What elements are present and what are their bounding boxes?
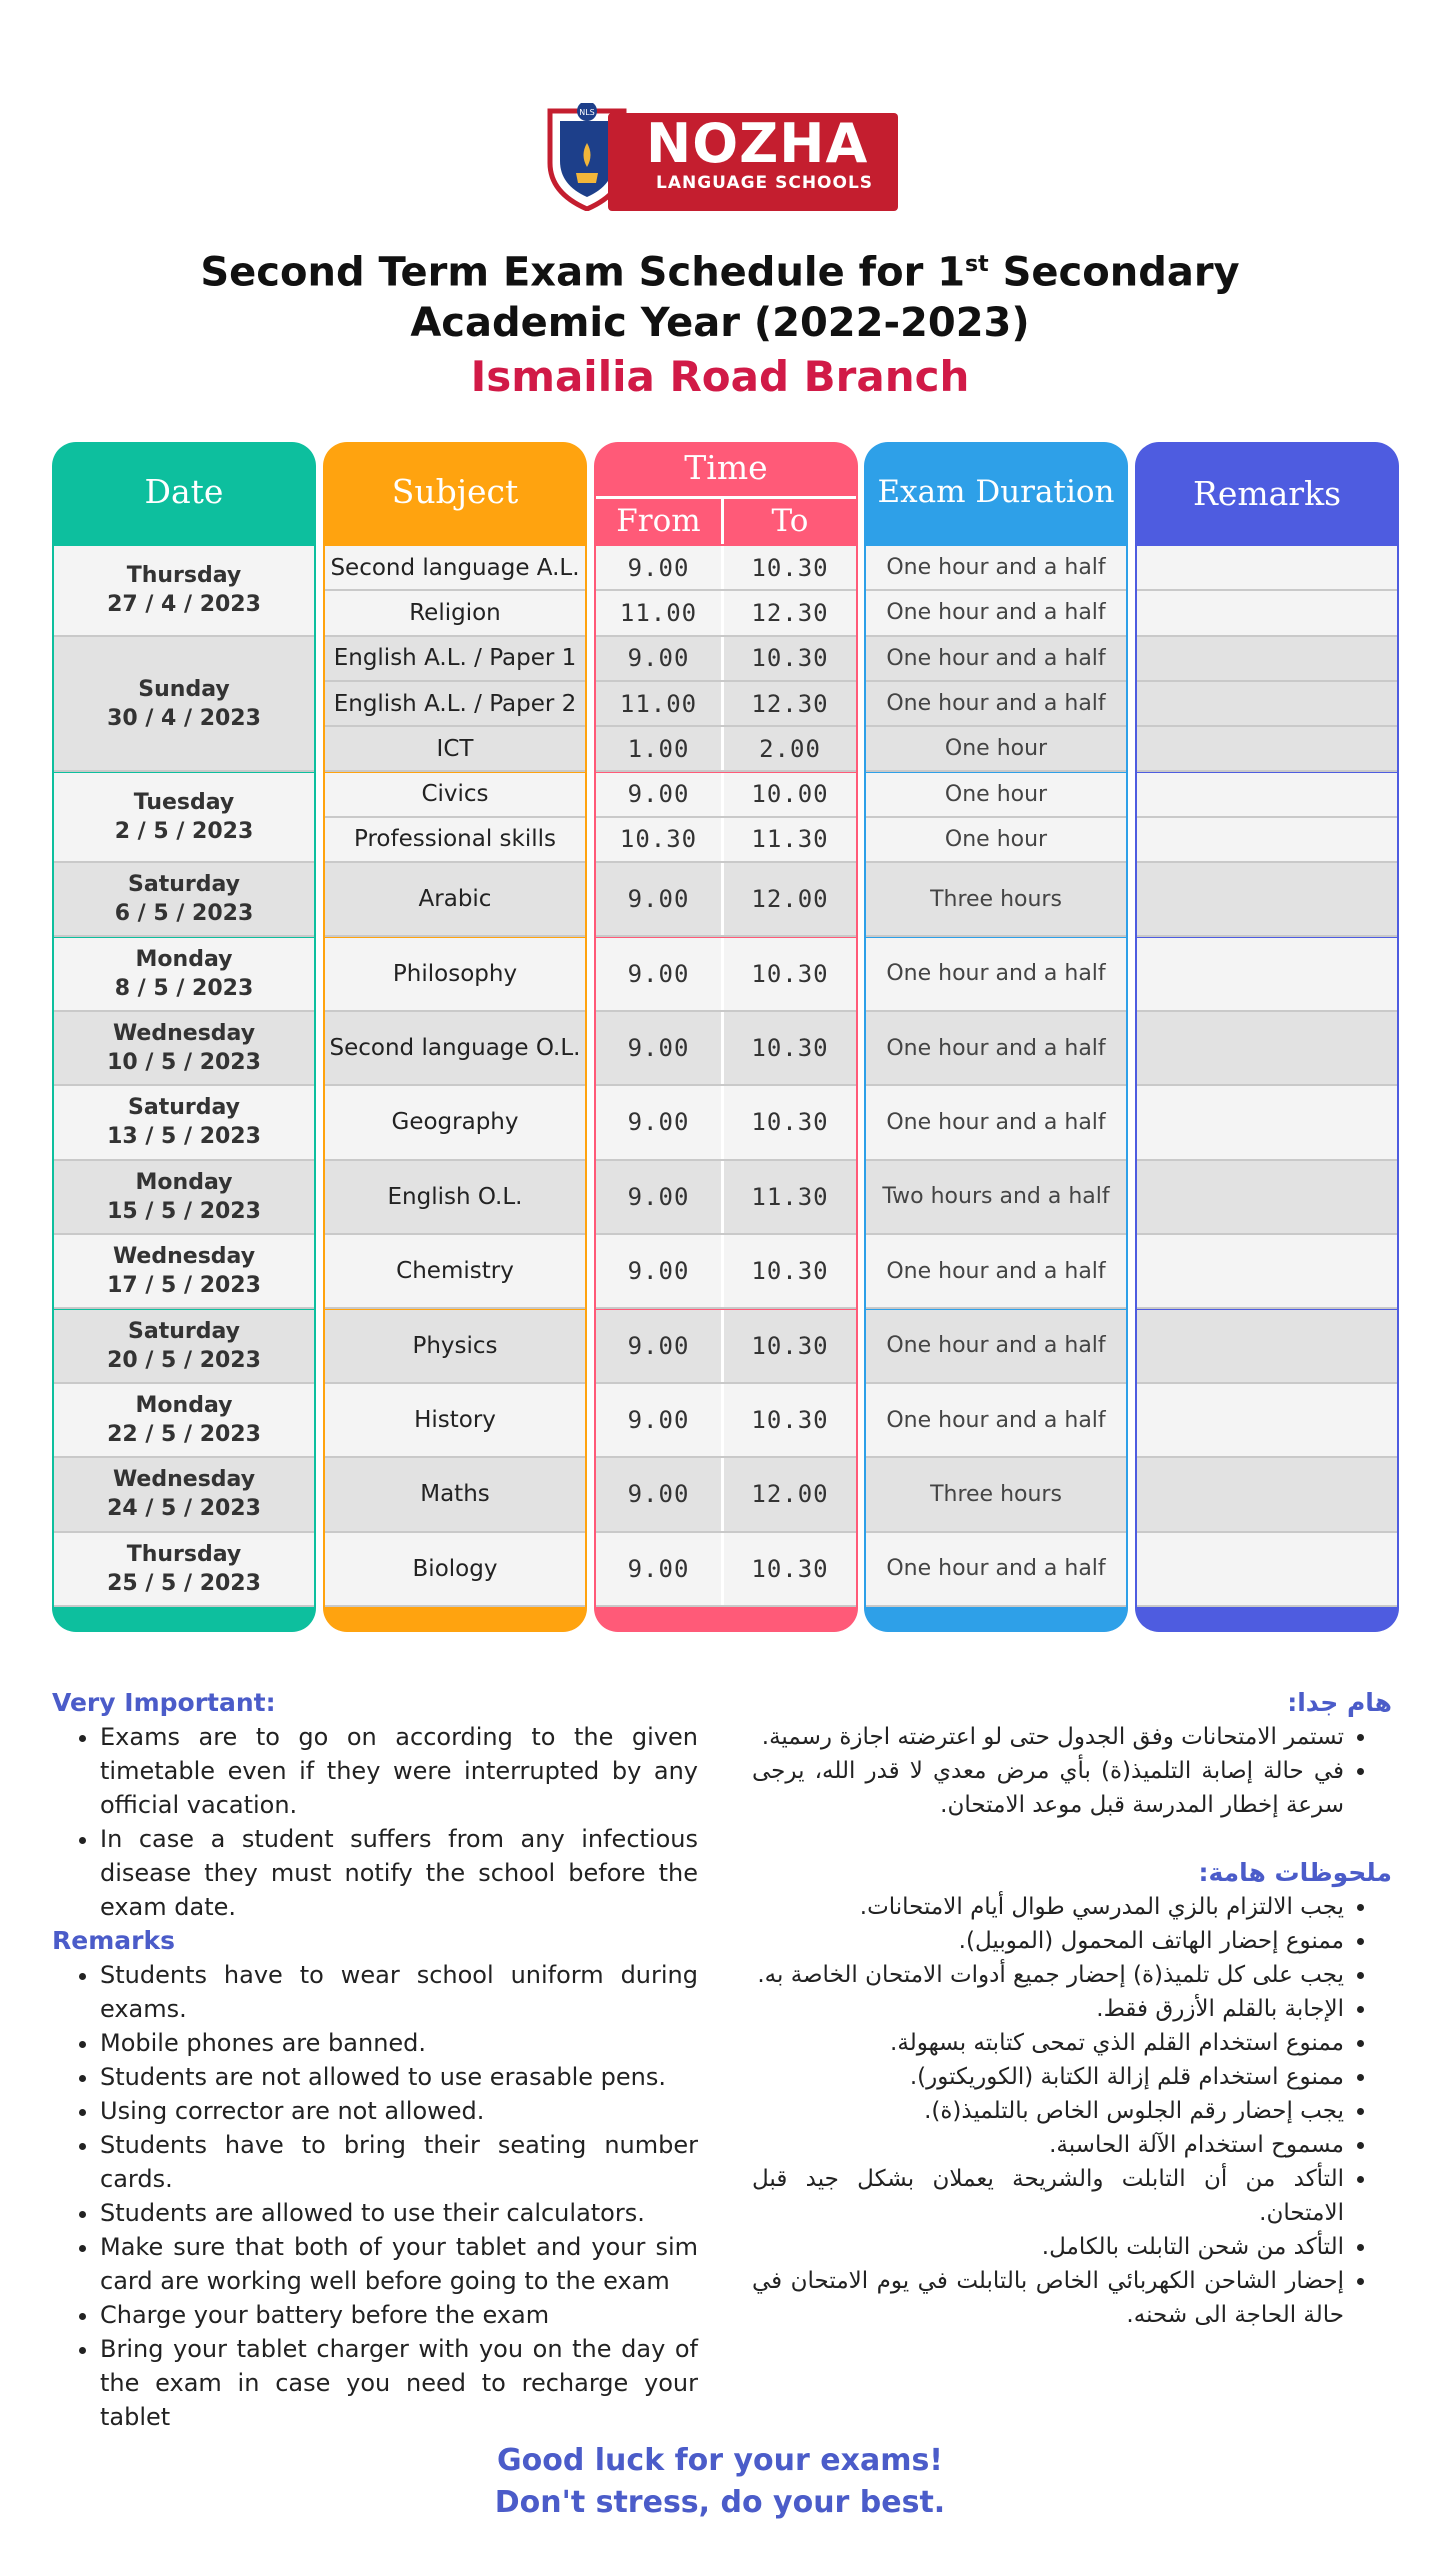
remarks-cell — [1137, 682, 1397, 727]
duration-cell: One hour and a half — [866, 1235, 1126, 1309]
page-title-line1: Second Term Exam Schedule for 1st Secondary — [200, 249, 1240, 296]
remarks-cell — [1137, 1384, 1397, 1458]
notes-arabic — [752, 1686, 1392, 2332]
duration-cell: One hour — [866, 727, 1126, 772]
from-time: 9.00 — [596, 1161, 724, 1233]
date-cell: Monday 22 / 5 / 2023 — [54, 1384, 314, 1458]
time-column-footer — [594, 1604, 858, 1632]
remarks-cell — [1137, 863, 1397, 937]
duration-cell: One hour and a half — [866, 591, 1126, 636]
remarks-cell — [1137, 727, 1397, 772]
date-cell: Monday 15 / 5 / 2023 — [54, 1161, 314, 1235]
duration-column-footer — [864, 1604, 1128, 1632]
subject-cell: Second language O.L. — [325, 1012, 585, 1086]
duration-cell: One hour and a half — [866, 637, 1126, 682]
time-cell — [596, 773, 856, 818]
date-cell: Thursday 25 / 5 / 2023 — [54, 1533, 314, 1607]
date-cell: Wednesday 10 / 5 / 2023 — [54, 1012, 314, 1086]
duration-cell: Three hours — [866, 1458, 1126, 1532]
remarks-column-body — [1137, 546, 1397, 1604]
important-title-ar: هام جدا: — [1287, 1688, 1392, 1717]
school-logo — [546, 103, 898, 211]
list-item: • Students are allowed to use their calculators. — [100, 2196, 698, 2230]
list-item: • يجب إحضار رقم الجلوس الخاص بالتلميذ(ة). — [752, 2094, 1344, 2128]
duration-column — [864, 442, 1128, 1632]
logo-brand: NOZHA — [646, 112, 869, 175]
from-time: 11.00 — [596, 591, 724, 634]
to-time: 11.30 — [751, 1182, 829, 1211]
remarks-cell — [1137, 1235, 1397, 1309]
remarks-cell — [1137, 637, 1397, 682]
subject-cell: Biology — [325, 1533, 585, 1607]
list-item: • Using corrector are not allowed. — [100, 2094, 698, 2128]
to-time: 11.30 — [751, 825, 829, 854]
from-time: 9.00 — [596, 1533, 724, 1605]
time-column-body — [596, 546, 856, 1604]
time-cell — [596, 682, 856, 727]
time-cell — [596, 727, 856, 772]
time-cell — [596, 591, 856, 636]
remarks-cell — [1137, 1161, 1397, 1235]
encouragement-message: Don't stress, do your best. — [494, 2485, 946, 2520]
subject-column — [323, 442, 587, 1632]
from-time: 9.00 — [596, 1310, 724, 1382]
duration-cell: One hour and a half — [866, 1533, 1126, 1607]
subject-cell: English A.L. / Paper 1 — [325, 637, 585, 682]
subject-cell: Arabic — [325, 863, 585, 937]
subject-cell: Maths — [325, 1458, 585, 1532]
duration-cell: One hour and a half — [866, 1086, 1126, 1160]
from-header: From — [596, 496, 724, 544]
subject-cell: Physics — [325, 1310, 585, 1384]
list-item: • يجب الالتزام بالزي المدرسي طوال أيام الامتحانات. — [752, 1890, 1344, 1924]
time-cell — [596, 1161, 856, 1235]
subject-cell: Second language A.L. — [325, 546, 585, 591]
list-item: • Exams are to go on according to the given timetable even if they were interrupted by any official vacation. — [100, 1720, 698, 1822]
subject-cell: English A.L. / Paper 2 — [325, 682, 585, 727]
date-cell: Monday 8 / 5 / 2023 — [54, 938, 314, 1012]
list-item: • إحضار الشاحن الكهربائي الخاص بالتابلت في يوم الامتحان في حالة الحاجة الى شحنه. — [752, 2264, 1344, 2332]
subject-cell: Chemistry — [325, 1235, 585, 1309]
time-cell — [596, 1086, 856, 1160]
to-time: 10.30 — [751, 1331, 829, 1360]
subject-cell: English O.L. — [325, 1161, 585, 1235]
from-time: 9.00 — [596, 546, 724, 589]
remarks-header: Remarks — [1192, 474, 1342, 513]
time-column — [594, 442, 858, 1632]
to-time: 10.30 — [751, 1554, 829, 1583]
list-item: • Students have to wear school uniform during exams. — [100, 1958, 698, 2026]
time-cell — [596, 1384, 856, 1458]
list-item: • تستمر الامتحانات وفق الجدول حتى لو اعترضته اجازة رسمية. — [752, 1720, 1344, 1754]
list-item: • في حالة إصابة التلميذ(ة) بأي مرض معدي لا قدر الله، يرجى سرعة إخطار المدرسة قبل موعد الامتحان. — [752, 1754, 1344, 1822]
list-item: • Make sure that both of your tablet and your sim card are working well before going to the exam — [100, 2230, 698, 2298]
subject-cell: ICT — [325, 727, 585, 772]
list-item: • ممنوع استخدام القلم الذي تمحى كتابته بسهولة. — [752, 2026, 1344, 2060]
date-cell: Thursday 27 / 4 / 2023 — [54, 546, 314, 637]
list-item: • Charge your battery before the exam — [100, 2298, 698, 2332]
subject-cell: History — [325, 1384, 585, 1458]
date-column-body — [54, 546, 314, 1604]
date-cell: Tuesday 2 / 5 / 2023 — [54, 773, 314, 864]
list-item: • الإجابة بالقلم الأزرق فقط. — [752, 1992, 1344, 2026]
from-time: 9.00 — [596, 1235, 724, 1307]
from-time: 9.00 — [596, 1384, 724, 1456]
from-time: 9.00 — [596, 1458, 724, 1530]
remarks-cell — [1137, 1458, 1397, 1532]
time-cell — [596, 818, 856, 863]
svg-text:NLS: NLS — [579, 108, 595, 117]
remarks-list — [52, 1958, 698, 2434]
to-time: 10.00 — [751, 780, 829, 809]
to-time: 12.30 — [751, 689, 829, 718]
list-item: • ممنوع إحضار الهاتف المحمول (الموبيل). — [752, 1924, 1344, 1958]
remarks-cell — [1137, 773, 1397, 818]
subject-cell: Religion — [325, 591, 585, 636]
remarks-column — [1135, 442, 1399, 1632]
time-cell — [596, 1310, 856, 1384]
remarks-cell — [1137, 1012, 1397, 1086]
from-time: 9.00 — [596, 938, 724, 1010]
to-time: 10.30 — [751, 1406, 829, 1435]
date-column — [52, 442, 316, 1632]
to-time: 12.00 — [751, 885, 829, 914]
branch-name: Ismailia Road Branch — [470, 352, 970, 401]
list-item: • In case a student suffers from any infectious disease they must notify the school before the exam date. — [100, 1822, 698, 1924]
time-cell — [596, 1533, 856, 1607]
remarks-cell — [1137, 1086, 1397, 1160]
list-item: • مسموح استخدام الآلة الحاسبة. — [752, 2128, 1344, 2162]
remarks-title-ar: ملحوظات هامة: — [1198, 1858, 1392, 1887]
important-list — [52, 1720, 698, 1924]
remarks-cell — [1137, 546, 1397, 591]
remarks-cell — [1137, 1533, 1397, 1607]
subject-cell: Civics — [325, 773, 585, 818]
logo-subtitle: LANGUAGE SCHOOLS — [656, 173, 874, 193]
date-cell: Saturday 20 / 5 / 2023 — [54, 1310, 314, 1384]
duration-cell: One hour and a half — [866, 546, 1126, 591]
duration-cell: One hour and a half — [866, 682, 1126, 727]
from-time: 11.00 — [596, 682, 724, 725]
time-subheaders — [596, 496, 856, 544]
duration-cell: Two hours and a half — [866, 1161, 1126, 1235]
time-cell — [596, 863, 856, 937]
important-title: Very Important: — [52, 1688, 276, 1717]
subject-column-footer — [323, 1604, 587, 1632]
from-time: 9.00 — [596, 1086, 724, 1158]
important-list-ar — [752, 1720, 1392, 1822]
to-header: To — [724, 496, 856, 544]
remarks-title: Remarks — [52, 1926, 175, 1955]
from-time: 10.30 — [596, 818, 724, 861]
subject-cell: Geography — [325, 1086, 585, 1160]
to-time: 12.30 — [751, 598, 829, 627]
notes-english — [52, 1686, 698, 2434]
from-time: 9.00 — [596, 1012, 724, 1084]
time-cell — [596, 938, 856, 1012]
date-cell: Wednesday 24 / 5 / 2023 — [54, 1458, 314, 1532]
to-time: 10.30 — [751, 644, 829, 673]
remarks-column-footer — [1135, 1604, 1399, 1632]
date-header: Date — [144, 472, 224, 511]
subject-column-body — [325, 546, 585, 1604]
list-item: • ممنوع استخدام قلم إزالة الكتابة (الكوريكتور). — [752, 2060, 1344, 2094]
subject-cell: Professional skills — [325, 818, 585, 863]
date-cell: Sunday 30 / 4 / 2023 — [54, 637, 314, 773]
page-title-line2: Academic Year (2022-2023) — [410, 300, 1030, 346]
remarks-cell — [1137, 818, 1397, 863]
subject-header: Subject — [391, 472, 519, 511]
duration-cell: One hour and a half — [866, 1384, 1126, 1458]
to-time: 10.30 — [751, 1108, 829, 1137]
from-time: 9.00 — [596, 773, 724, 816]
time-header-label: Time — [684, 448, 768, 487]
time-header — [594, 442, 858, 546]
from-time: 9.00 — [596, 637, 724, 680]
date-column-footer — [52, 1604, 316, 1632]
subject-cell: Philosophy — [325, 938, 585, 1012]
date-cell: Saturday 13 / 5 / 2023 — [54, 1086, 314, 1160]
date-cell: Wednesday 17 / 5 / 2023 — [54, 1235, 314, 1309]
from-time: 9.00 — [596, 863, 724, 935]
list-item: • Students are not allowed to use erasable pens. — [100, 2060, 698, 2094]
time-cell — [596, 546, 856, 591]
duration-cell: One hour and a half — [866, 1012, 1126, 1086]
time-cell — [596, 1235, 856, 1309]
remarks-list-ar — [752, 1890, 1392, 2332]
to-time: 12.00 — [751, 1480, 829, 1509]
time-cell — [596, 1458, 856, 1532]
duration-header: Exam Duration — [877, 474, 1115, 510]
remarks-cell — [1137, 591, 1397, 636]
to-time: 10.30 — [751, 1034, 829, 1063]
remarks-cell — [1137, 938, 1397, 1012]
duration-cell: One hour — [866, 818, 1126, 863]
to-time: 2.00 — [759, 734, 821, 763]
to-time: 10.30 — [751, 553, 829, 582]
to-time: 10.30 — [751, 1257, 829, 1286]
list-item: • التأكد من أن التابلت والشريحة يعملان بشكل جيد قبل الامتحان. — [752, 2162, 1344, 2230]
list-item: • Bring your tablet charger with you on the day of the exam in case you need to recharge your tablet — [100, 2332, 698, 2434]
list-item: • Students have to bring their seating number cards. — [100, 2128, 698, 2196]
list-item: • التأكد من شحن التابلت بالكامل. — [752, 2230, 1344, 2264]
list-item: • Mobile phones are banned. — [100, 2026, 698, 2060]
to-time: 10.30 — [751, 959, 829, 988]
time-cell — [596, 637, 856, 682]
duration-cell: One hour and a half — [866, 1310, 1126, 1384]
list-item: • يجب على كل تلميذ(ة) إحضار جميع أدوات الامتحان الخاصة به. — [752, 1958, 1344, 1992]
time-cell — [596, 1012, 856, 1086]
duration-cell: Three hours — [866, 863, 1126, 937]
duration-cell: One hour — [866, 773, 1126, 818]
duration-cell: One hour and a half — [866, 938, 1126, 1012]
duration-column-body — [866, 546, 1126, 1604]
from-time: 1.00 — [596, 727, 724, 770]
remarks-cell — [1137, 1310, 1397, 1384]
date-cell: Saturday 6 / 5 / 2023 — [54, 863, 314, 937]
good-luck-message: Good luck for your exams! — [497, 2443, 943, 2478]
